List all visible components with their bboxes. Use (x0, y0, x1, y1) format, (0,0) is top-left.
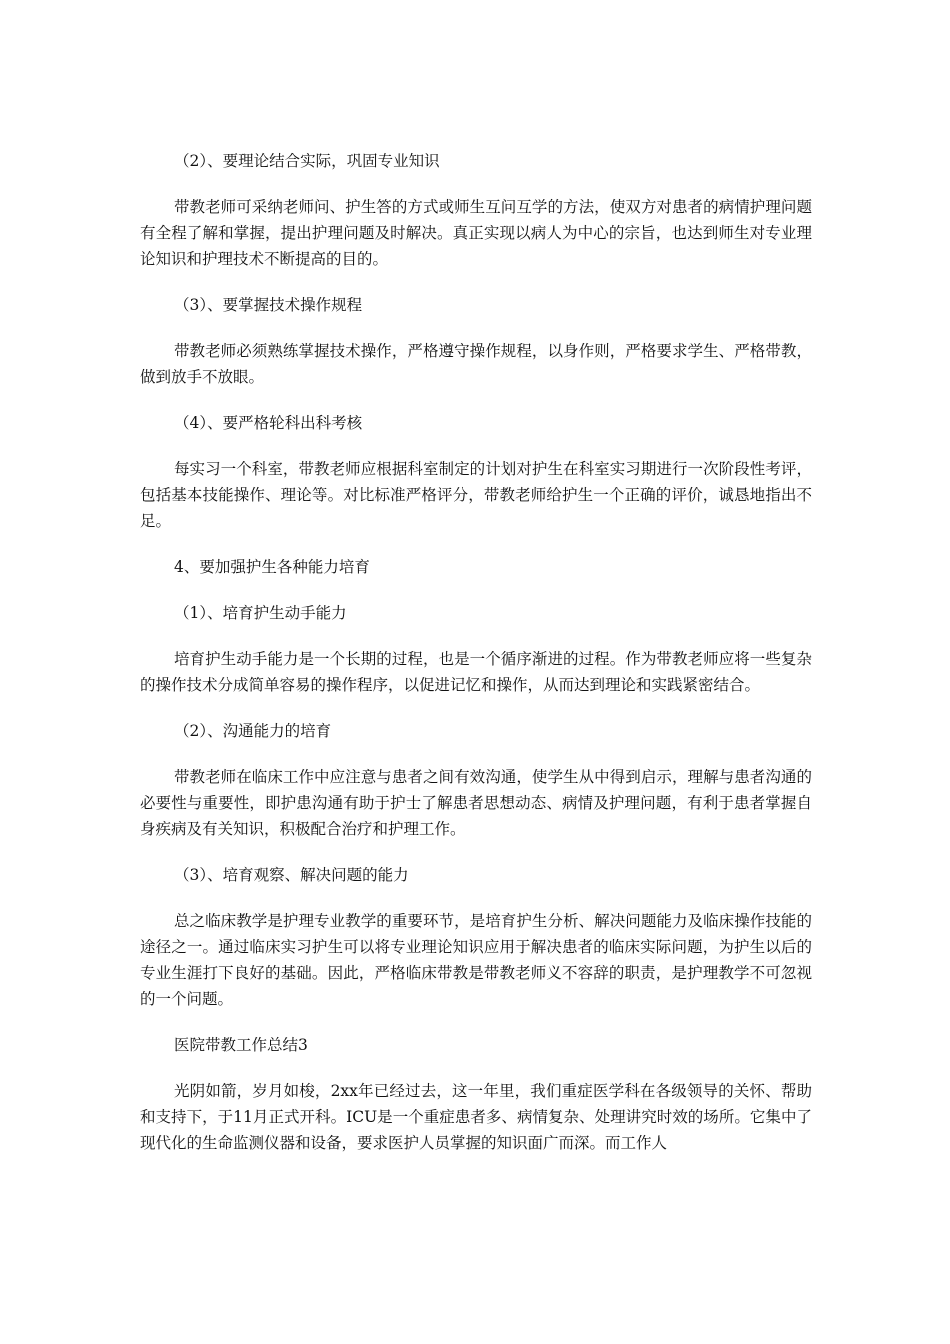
paragraph: 光阴如箭，岁月如梭，2xx年已经过去，这一年里，我们重症医学科在各级领导的关怀、帮助和支持下，于11月正式开科。ICU是一个重症患者多、病情复杂、处理讲究时效的场所。它集中了现代化的生命监测仪器和设备，要求医护人员掌握的知识面广而深。而工作人 (140, 1082, 812, 1152)
section-heading: （2）、要理论结合实际，巩固专业知识 (174, 152, 440, 170)
section-heading: （3）、培育观察、解决问题的能力 (174, 866, 409, 884)
paragraph: 每实习一个科室，带教老师应根据科室制定的计划对护生在科室实习期进行一次阶段性考评，包括基本技能操作、理论等。对比标准严格评分，带教老师给护生一个正确的评价，诚恳地指出不足。 (140, 460, 812, 530)
section-heading: （2）、沟通能力的培育 (174, 722, 332, 740)
paragraph: 总之临床教学是护理专业教学的重要环节，是培育护生分析、解决问题能力及临床操作技能的途径之一。通过临床实习护生可以将专业理论知识应用于解决患者的临床实际问题，为护生以后的专业生涯打下良好的基础。因此，严格临床带教是带教老师义不容辞的职责，是护理教学不可忽视的一个问题。 (140, 912, 812, 1008)
section-heading: （4）、要严格轮科出科考核 (174, 414, 363, 432)
paragraph: 带教老师必须熟练掌握技术操作，严格遵守操作规程，以身作则，严格要求学生、严格带教，做到放手不放眼。 (140, 342, 812, 386)
section-heading: 4、要加强护生各种能力培育 (174, 558, 370, 576)
paragraph: 带教老师可采纳老师问、护生答的方式或师生互问互学的方法，使双方对患者的病情护理问题有全程了解和掌握，提出护理问题及时解决。真正实现以病人为中心的宗旨，也达到师生对专业理论知识和护理技术不断提高的目的。 (140, 198, 812, 268)
section-heading: （3）、要掌握技术操作规程 (174, 296, 363, 314)
section-heading: （1）、培育护生动手能力 (174, 604, 347, 622)
paragraph: 带教老师在临床工作中应注意与患者之间有效沟通，使学生从中得到启示，理解与患者沟通的必要性与重要性，即护患沟通有助于护士了解患者思想动态、病情及护理问题，有利于患者掌握自身疾病及有关知识，积极配合治疗和护理工作。 (140, 768, 812, 838)
document-body (140, 148, 812, 1176)
document-title: 医院带教工作总结3 (174, 1036, 308, 1054)
paragraph: 培育护生动手能力是一个长期的过程，也是一个循序渐进的过程。作为带教老师应将一些复杂的操作技术分成简单容易的操作程序，以促进记忆和操作，从而达到理论和实践紧密结合。 (140, 650, 812, 694)
